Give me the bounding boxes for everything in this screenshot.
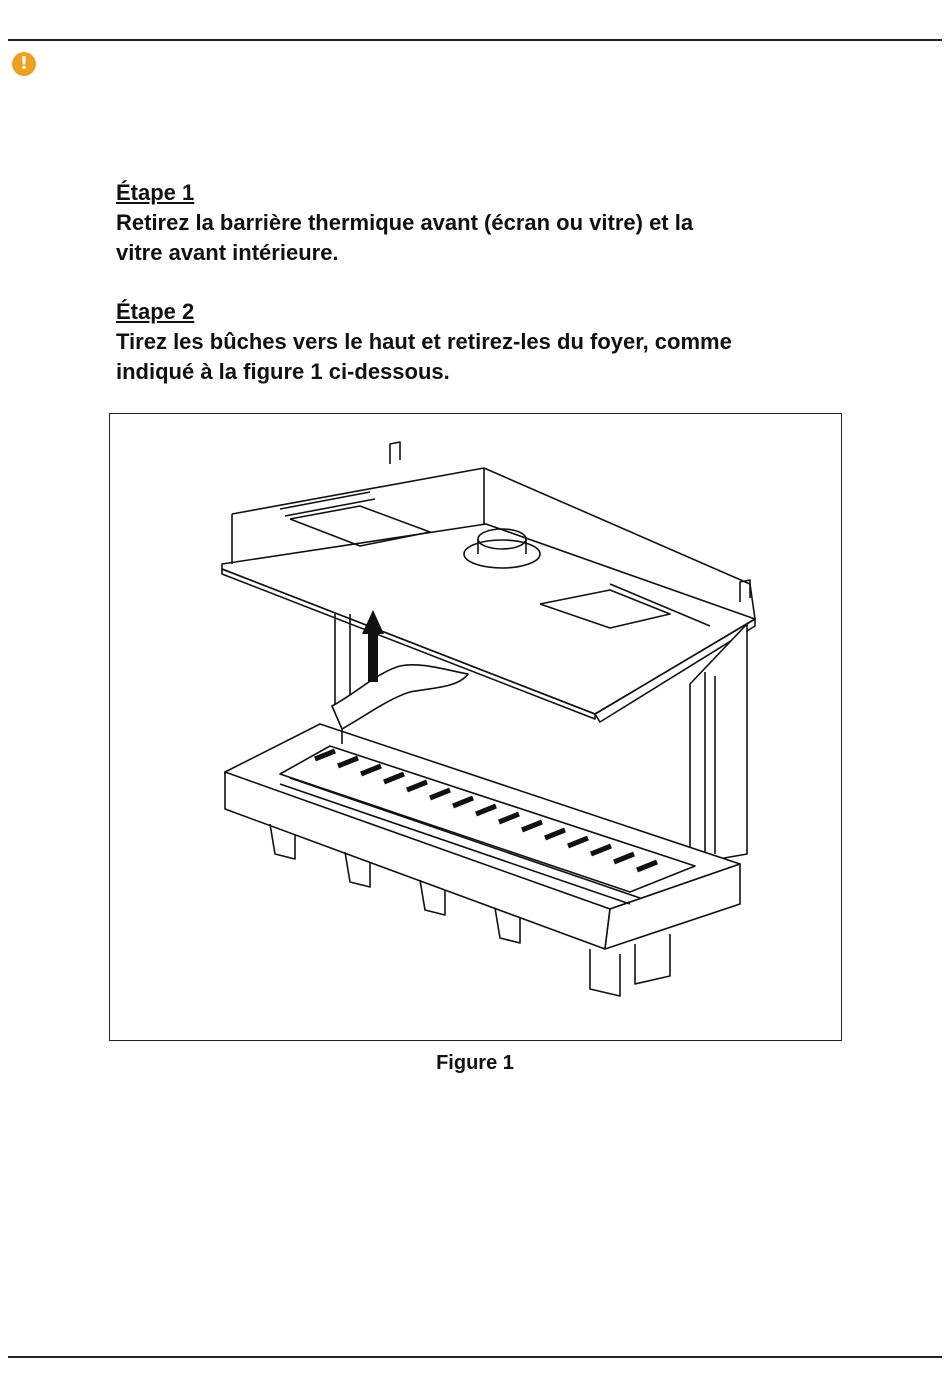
figure-1-frame (109, 413, 842, 1041)
step-2-line-1: Tirez les bûches vers le haut et retirez-les du foyer, comme (116, 329, 732, 354)
step-1-line-1: Retirez la barrière thermique avant (écran ou vitre) et la (116, 210, 694, 235)
step-1 (116, 178, 836, 268)
header-rule (8, 39, 942, 41)
figure-caption: Figure 1 (436, 1052, 514, 1074)
footer-rule (8, 1356, 942, 1358)
step-2-heading: Étape 2 (116, 299, 195, 324)
warning-icon: ! (12, 52, 36, 76)
step-2 (116, 297, 836, 387)
step-1-line-2: vitre avant intérieure. (116, 240, 339, 265)
step-2-line-2: indiqué à la figure 1 ci-dessous. (116, 359, 450, 384)
step-1-heading: Étape 1 (116, 180, 195, 205)
fireplace-log-removal-illustration (110, 414, 843, 1042)
